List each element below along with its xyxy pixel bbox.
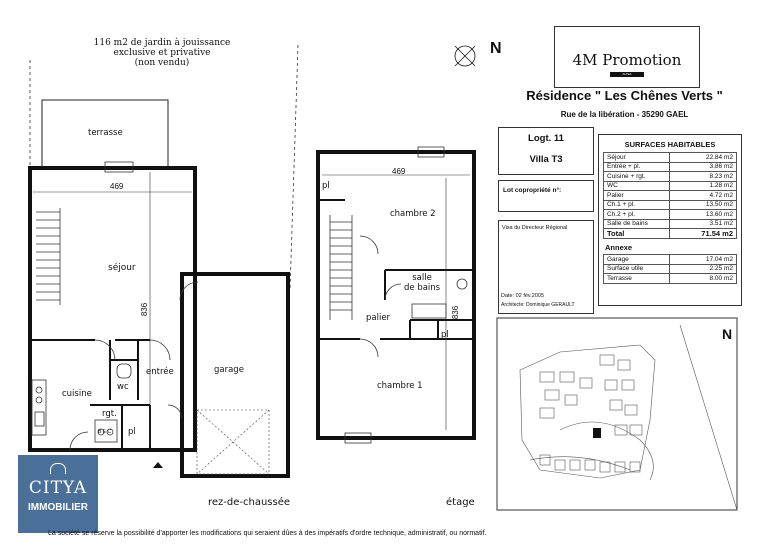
- surface-value: 1.28 m2: [670, 181, 737, 191]
- upper-floor-walls: [318, 152, 474, 438]
- table-row: [604, 255, 737, 265]
- table-row: [604, 153, 737, 163]
- surface-label: Cuisine + rgt.: [604, 172, 670, 182]
- table-row: [604, 172, 737, 182]
- north-label: N: [490, 40, 502, 57]
- surface-label: Salle de bains: [604, 219, 670, 229]
- room-label-salle-de-bains: [404, 273, 440, 293]
- annexe-title: Annexe: [605, 243, 633, 252]
- room-label-chambre2: chambre 2: [390, 209, 436, 219]
- entrance-marker-icon: [153, 462, 163, 468]
- ground-floor-title: rez-de-chaussée: [208, 497, 291, 508]
- total-value: 71.54 m2: [670, 229, 737, 239]
- north-arrow-icon: [455, 46, 475, 66]
- annexe-value: 17.04 m2: [670, 255, 737, 265]
- residence-title: Résidence " Les Chênes Verts ": [526, 88, 723, 103]
- room-label-wc: wc: [117, 382, 129, 392]
- table-row: [604, 200, 737, 210]
- promoter-tag: ALTEA: [610, 72, 644, 77]
- upper-dim-width: 469: [392, 167, 406, 176]
- surfaces-table: [603, 152, 737, 239]
- promoter-logo: [554, 26, 700, 88]
- surface-label: Palier: [604, 191, 670, 201]
- surface-label: Ch.2 + pl.: [604, 210, 670, 220]
- agency-name: CITYA: [28, 478, 88, 498]
- upper-doors: [345, 147, 444, 443]
- table-row: [604, 219, 737, 229]
- room-label-palier: palier: [366, 313, 391, 323]
- upper-floor-title: étage: [446, 497, 475, 508]
- table-row: [604, 274, 737, 284]
- ground-dim-width: 469: [110, 182, 124, 191]
- annexe-label: Terrasse: [604, 274, 670, 284]
- lot-villa: Villa T3: [529, 154, 563, 165]
- table-row: [604, 191, 737, 201]
- site-plan-highlighted-lot: [593, 428, 601, 438]
- room-label-pl-upper-bottom: pl: [441, 330, 449, 340]
- salle-de-bains-line-2: de bains: [404, 283, 441, 293]
- annexe-label: Garage: [604, 255, 670, 265]
- surfaces-title: SURFACES HABITABLES: [624, 140, 716, 149]
- upper-staircase: [330, 215, 352, 320]
- surface-value: 3.86 m2: [670, 162, 737, 172]
- garden-note: [82, 38, 242, 68]
- surface-value: 13.50 m2: [670, 200, 737, 210]
- surface-label: Séjour: [604, 153, 670, 163]
- surface-label: Entrée + pl.: [604, 162, 670, 172]
- table-row: [604, 210, 737, 220]
- surface-value: 8.23 m2: [670, 172, 737, 182]
- garden-note-line-1: 116 m2 de jardin à jouissance: [93, 38, 231, 48]
- promoter-name: 4M Promotion: [572, 51, 682, 69]
- north-label-site: N: [722, 326, 733, 342]
- room-label-rgt: rgt.: [102, 409, 117, 419]
- table-row: [604, 162, 737, 172]
- boiler-label: B E C: [98, 429, 112, 435]
- annexe-value: 8.00 m2: [670, 274, 737, 284]
- surface-value: 13.60 m2: [670, 210, 737, 220]
- lot-logt: Logt. 11: [528, 133, 564, 144]
- ground-staircase: [36, 208, 60, 305]
- agency-logo-icon: [50, 463, 66, 474]
- upper-dim-depth: 836: [451, 305, 461, 320]
- visa-architect: Architecte: Dominique GERAULT: [501, 302, 575, 308]
- annexe-label: Surface utile: [604, 264, 670, 274]
- room-label-chambre1: chambre 1: [377, 381, 423, 391]
- surface-value: 22.84 m2: [670, 153, 737, 163]
- room-label-pl-ground: pl: [128, 427, 136, 437]
- ground-dim-depth: 836: [140, 302, 150, 317]
- wc-toilet: [117, 364, 131, 378]
- garden-note-line-2: exclusive et privative: [113, 48, 211, 58]
- surface-value: 4.72 m2: [670, 191, 737, 201]
- room-label-terrasse: terrasse: [88, 128, 123, 138]
- surface-label: WC: [604, 181, 670, 191]
- disclaimer: La société se réserve la possibilité d'apporter les modifications qui seraient dûes à des impératifs d'ordre technique, administratif, ou normatif.: [48, 530, 487, 537]
- surfaces-panel: [598, 134, 742, 306]
- visa-date: Date: 02 fév.2005: [501, 293, 545, 299]
- table-row: [604, 264, 737, 274]
- copro-label: Lot copropriété n°:: [503, 187, 562, 194]
- ground-doors: [70, 162, 198, 450]
- salle-de-bains-line-1: salle: [412, 273, 432, 283]
- total-label: Total: [604, 229, 670, 239]
- visa-label: Visa du Directeur Régional: [502, 225, 568, 231]
- surface-label: Ch.1 + pl.: [604, 200, 670, 210]
- ground-floor-walls: [30, 168, 288, 476]
- surface-value: 3.51 m2: [670, 219, 737, 229]
- room-label-garage: garage: [214, 365, 244, 375]
- agency-logo: [18, 455, 98, 533]
- annexe-table: [603, 254, 737, 284]
- room-label-sejour: séjour: [108, 263, 136, 273]
- garage-door: [197, 410, 269, 474]
- room-label-entree: entrée: [146, 367, 174, 377]
- table-row: [604, 181, 737, 191]
- agency-subtitle: IMMOBILIER: [28, 502, 88, 513]
- garden-boundary-right: [290, 45, 298, 290]
- copro-box: [498, 180, 594, 212]
- lot-box: [498, 127, 594, 175]
- annexe-value: 2.25 m2: [670, 264, 737, 274]
- total-row: [604, 229, 737, 239]
- room-label-cuisine: cuisine: [62, 389, 92, 399]
- visa-box: [498, 220, 594, 314]
- room-label-pl-upper-top: pl: [322, 181, 330, 191]
- residence-address: Rue de la libération - 35290 GAEL: [560, 110, 689, 119]
- garden-note-line-3: (non vendu): [134, 58, 190, 68]
